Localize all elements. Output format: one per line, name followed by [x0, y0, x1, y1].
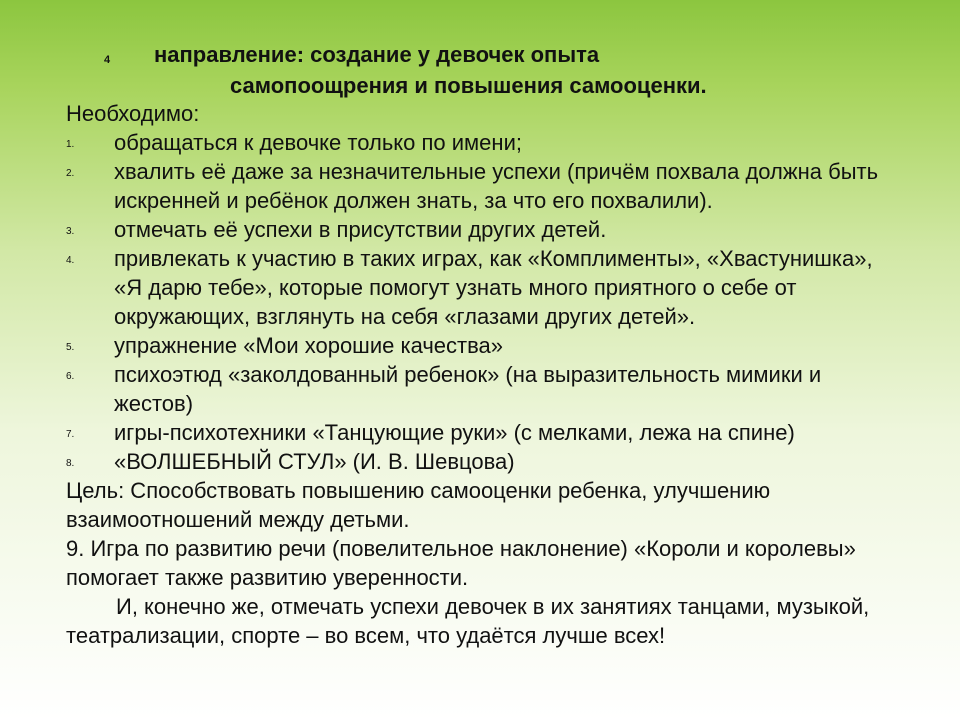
list-item-number: 2. — [66, 168, 75, 179]
list-item-text: привлекать к участию в таких играх, как «Комплименты», «Хвастунишка», «Я дарю тебе», которые помогут узнать много приятного о себе от окружающих, взглянуть на себя «глазами других детей». — [114, 246, 873, 329]
heading-line-2: самопоощрения и повышения самооценки. — [230, 73, 707, 98]
slide-body — [66, 99, 896, 650]
list-item-text: игры-психотехники «Танцующие руки» (с мелками, лежа на спине) — [114, 420, 795, 445]
list-item-number: 5. — [66, 342, 75, 353]
recommendation-list — [66, 128, 896, 476]
list-item — [66, 215, 896, 244]
list-item — [66, 360, 896, 418]
list-item-number: 3. — [66, 226, 75, 237]
list-item-number: 1. — [66, 139, 75, 150]
list-item-text: обращаться к девочке только по имени; — [114, 130, 522, 155]
closing-text: И, конечно же, отмечать успехи девочек в их занятиях танцами, музыкой, театрализации, спорте – во всем, что удаётся лучше всех! — [66, 594, 870, 648]
list-item-text: «ВОЛШЕБНЫЙ СТУЛ» (И. В. Шевцова) — [114, 449, 515, 474]
list-item-number: 6. — [66, 371, 75, 382]
list-item-text: упражнение «Мои хорошие качества» — [114, 333, 504, 358]
list-item-number: 7. — [66, 429, 75, 440]
list-item-number: 8. — [66, 458, 75, 469]
goal-text: Цель: Способствовать повышению самооценки ребенка, улучшению взаимоотношений между детьми. — [66, 478, 771, 532]
heading-line-1: направление: создание у девочек опыта — [154, 42, 600, 67]
list-item-text: хвалить её даже за незначительные успехи (причём похвала должна быть искренней и ребёнок должен знать, за что его похвалили). — [114, 159, 879, 213]
list-item — [66, 128, 896, 157]
game-text: 9. Игра по развитию речи (повелительное наклонение) «Короли и королевы» помогает также развитию уверенности. — [66, 536, 856, 590]
list-item-number: 4. — [66, 255, 75, 266]
intro-text: Необходимо: — [66, 101, 200, 126]
list-item — [66, 418, 896, 447]
list-item — [66, 244, 896, 331]
list-item — [66, 331, 896, 360]
list-item — [66, 157, 896, 215]
list-item-text: отмечать её успехи в присутствии других детей. — [114, 217, 607, 242]
list-item — [66, 447, 896, 476]
heading-number: 4 — [104, 54, 111, 66]
list-item-text: психоэтюд «заколдованный ребенок» (на выразительность мимики и жестов) — [114, 362, 822, 416]
